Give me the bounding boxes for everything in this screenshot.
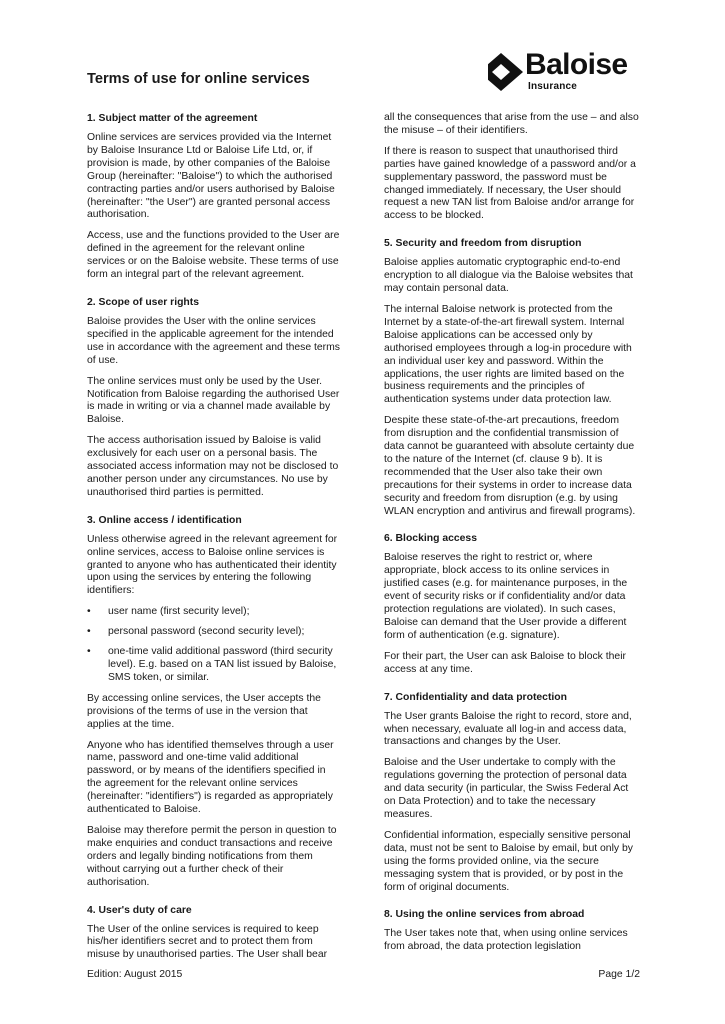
paragraph: Baloise applies automatic cryptographic end-to-end encryption to all dialogue via the Baloise websites that may contain personal data. xyxy=(384,257,633,295)
page-title: Terms of use for online services xyxy=(87,71,310,87)
paragraph: Baloise may therefore permit the person in question to make enquiries and conduct transactions and receive orders and legally binding notifications from them without carrying out a further check of their authorisation. xyxy=(87,824,337,888)
section-blocking-access xyxy=(384,532,639,676)
paragraph: By accessing online services, the User accepts the provisions of the terms of use in the version that applies at the time. xyxy=(87,692,321,730)
section-heading: 6. Blocking access xyxy=(384,533,477,545)
paragraph: Despite these state-of-the-art precautions, freedom from disruption and the confidential transmission of data cannot be guaranteed with absolute certainty due to the nature of the Internet (cf. clause 9 b). It is recommended that the User also take their own precautions for their systems in order to increase data security and freedom from disruption (e.g. by using WLAN encryption and antivirus and firewall programs). xyxy=(384,415,636,517)
section-duty-of-care xyxy=(87,904,342,963)
bullet-icon: • xyxy=(87,626,91,638)
list-item-text: user name (first security level); xyxy=(108,606,250,618)
list-item xyxy=(87,646,342,685)
section-heading: 3. Online access / identification xyxy=(87,514,242,526)
paragraph: Access, use and the functions provided to the User are defined in the agreement for the relevant online services or on the Baloise website. These terms of use form an integral part of the relevant agreement. xyxy=(87,230,340,281)
paragraph: The User grants Baloise the right to record, store and, when necessary, evaluate all log-in and access data, transactions and changes by the User. xyxy=(384,710,632,748)
left-column xyxy=(87,112,342,976)
edition-label: Edition: August 2015 xyxy=(87,969,183,980)
bullet-icon: • xyxy=(87,646,91,658)
section-heading: 4. User's duty of care xyxy=(87,904,192,916)
paragraph: The User takes note that, when using online services from abroad, the data protection legislation xyxy=(384,928,628,953)
section-online-access xyxy=(87,514,342,890)
paragraph: Baloise reserves the right to restrict or, where appropriate, block access to its online services in justified cases (e.g. for maintenance purposes, in the event of security risks or if confidentiality and/or data protection regulations are violated). In such cases, Baloise can demand that the User provide a different form of authentication (e.g. signature). xyxy=(384,552,628,641)
identifier-list xyxy=(87,606,342,685)
section-heading: 7. Confidentiality and data protection xyxy=(384,691,568,703)
list-item xyxy=(87,626,342,639)
paragraph: The access authorisation issued by Baloise is valid exclusively for each user on a personal basis. The associated access information may not be disclosed to another person under any circumstances. No use by unauthorised third parties is permitted. xyxy=(87,435,339,498)
list-item-text: personal password (second security level); xyxy=(108,626,305,638)
baloise-diamond-icon xyxy=(478,52,524,92)
section-duty-of-care-continued xyxy=(384,112,639,223)
paragraph: Anyone who has identified themselves through a user name, password and one-time valid additional password, or by means of the identifiers specified in the agreement for the relevant online services (hereinafter: "identifiers") is regarded as appropriately authenticated to Baloise. xyxy=(87,739,334,816)
list-item-text: one-time valid additional password (third security level). E.g. based on a TAN list issued by Baloise, SMS token, or similar. xyxy=(108,646,337,683)
paragraph: The User of the online services is required to keep his/her identifiers secret and to protect them from misuse by unauthorised parties. The User shall bear xyxy=(87,923,328,961)
paragraph: If there is reason to suspect that unauthorised third parties have gained knowledge of a password and/or a supplementary password, the password must be changed immediately. If necessary, the User should request a new TAN list from Baloise and/or arrange for access to be blocked. xyxy=(384,145,636,222)
paragraph: Baloise provides the User with the online services specified in the applicable agreement for the intended use in accordance with the agreement and these terms of use. xyxy=(87,315,340,366)
bullet-icon: • xyxy=(87,606,91,618)
paragraph: all the consequences that arise from the use – and also the misuse – of their identifiers. xyxy=(384,112,639,136)
paragraph: Unless otherwise agreed in the relevant agreement for online services, access to Baloise online services is granted to anyone who has authenticated their identity upon using the services by entering the following identifiers: xyxy=(87,533,338,597)
paragraph: Confidential information, especially sensitive personal data, must not be sent to Baloise by email, but only by using the forms provided online, via the secure messaging system that is provided, or by post in the form of original documents. xyxy=(384,829,633,893)
page-number: Page 1/2 xyxy=(598,969,640,980)
section-scope-user-rights xyxy=(87,296,342,500)
section-heading: 2. Scope of user rights xyxy=(87,296,200,308)
section-confidentiality xyxy=(384,691,639,895)
paragraph: Online services are services provided via the Internet by Baloise Insurance Ltd or Baloise Life Ltd, or, if provision is made, by other companies of the Baloise Group (hereinafter: "Baloise") to which the authorised contracting parties and/or users authorised by Baloise (hereinafter: "the User") are granted personal access authorisation. xyxy=(87,132,335,221)
baloise-logo xyxy=(478,49,648,93)
section-subject-matter xyxy=(87,112,342,282)
right-column xyxy=(384,112,639,968)
section-heading: 5. Security and freedom from disruption xyxy=(384,238,582,250)
section-security xyxy=(384,237,639,518)
logo-subtitle: Insurance xyxy=(528,81,578,92)
section-heading: 1. Subject matter of the agreement xyxy=(87,113,258,124)
section-abroad xyxy=(384,908,639,954)
paragraph: For their part, the User can ask Baloise to block their access at any time. xyxy=(384,650,626,675)
paragraph: The internal Baloise network is protected from the Internet by a state-of-the-art firewall system. Internal Baloise applications can be accessed only by authorised employees through a log-in procedure with an individual user key and password. Within the applications, the user rights are limited based on the business requirements and the principles of authentication systems under data protection law. xyxy=(384,303,632,406)
list-item xyxy=(87,606,342,619)
logo-wordmark: Baloise xyxy=(525,48,628,81)
paragraph: Baloise and the User undertake to comply with the regulations governing the protection of personal data and data security (in particular, the Swiss Federal Act on Data Protection) and to take the necessary measures. xyxy=(384,757,629,820)
paragraph: The online services must only be used by the User. Notification from Baloise regarding the authorised User is made in writing or via a channel made available by Baloise. xyxy=(87,375,340,426)
section-heading: 8. Using the online services from abroad xyxy=(384,909,585,921)
